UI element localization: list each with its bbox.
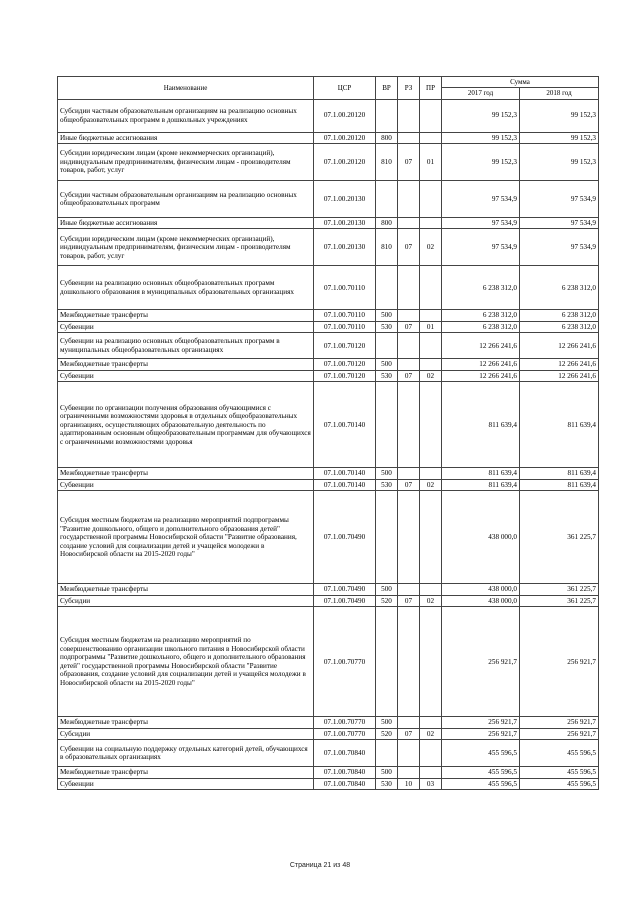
table-row	[58, 778, 599, 789]
cell-pr	[420, 132, 442, 143]
cell-sum-2017: 455 596,5	[442, 778, 520, 789]
cell-name: Иные бюджетные ассигнования	[58, 217, 314, 228]
header-year-2018: 2018 год	[520, 88, 599, 99]
cell-sum-2018: 99 152,3	[520, 143, 599, 180]
cell-name: Субсидия местным бюджетам на реализацию мероприятий подпрограммы "Развитие дошкольного, общего и дополнительного образования детей" государственной программы Новосибирской области "Развитие образования, создание условий для социализации детей и учащейся молодежи в Новосибирской области на 2015-2020 годы"	[58, 491, 314, 584]
cell-sum-2017: 6 238 312,0	[442, 321, 520, 332]
table-row	[58, 767, 599, 778]
cell-vr	[376, 99, 398, 132]
table-row	[58, 468, 599, 479]
cell-sum-2017: 12 266 241,6	[442, 333, 520, 359]
cell-rz: 07	[398, 321, 420, 332]
table-row	[58, 595, 599, 606]
cell-vr: 520	[376, 595, 398, 606]
cell-sum-2018: 97 534,9	[520, 229, 599, 266]
cell-rz	[398, 333, 420, 359]
cell-vr	[376, 740, 398, 767]
cell-rz	[398, 180, 420, 217]
cell-pr	[420, 584, 442, 595]
cell-sum-2017: 97 534,9	[442, 229, 520, 266]
cell-pr: 01	[420, 321, 442, 332]
cell-pr	[420, 359, 442, 370]
cell-vr	[376, 180, 398, 217]
table-row	[58, 584, 599, 595]
cell-name: Субсидии юридическим лицам (кроме некоммерческих организаций), индивидуальным предпринимателям, физическим лицам - производителям товаров, работ, услуг	[58, 143, 314, 180]
cell-pr	[420, 468, 442, 479]
cell-rz	[398, 767, 420, 778]
cell-pr: 02	[420, 595, 442, 606]
cell-csr: 07.1.00.70770	[314, 717, 376, 728]
cell-sum-2017: 97 534,9	[442, 217, 520, 228]
cell-csr: 07.1.00.20120	[314, 143, 376, 180]
cell-sum-2017: 256 921,7	[442, 607, 520, 717]
cell-name: Иные бюджетные ассигнования	[58, 132, 314, 143]
cell-rz: 07	[398, 479, 420, 490]
cell-name: Субвенции на социальную поддержку отдельных категорий детей, обучающихся в образовательных организациях	[58, 740, 314, 767]
cell-csr: 07.1.00.70140	[314, 382, 376, 468]
cell-sum-2018: 99 152,3	[520, 132, 599, 143]
cell-rz	[398, 132, 420, 143]
cell-rz	[398, 491, 420, 584]
cell-csr: 07.1.00.70490	[314, 491, 376, 584]
cell-pr	[420, 180, 442, 217]
cell-sum-2018: 97 534,9	[520, 217, 599, 228]
cell-csr: 07.1.00.70110	[314, 310, 376, 321]
cell-name: Межбюджетные трансферты	[58, 310, 314, 321]
cell-csr: 07.1.00.20120	[314, 99, 376, 132]
cell-sum-2018: 6 238 312,0	[520, 321, 599, 332]
cell-csr: 07.1.00.70770	[314, 607, 376, 717]
cell-sum-2017: 811 639,4	[442, 468, 520, 479]
cell-pr	[420, 333, 442, 359]
cell-sum-2018: 361 225,7	[520, 595, 599, 606]
table-body	[58, 99, 599, 790]
cell-name: Субвенции	[58, 778, 314, 789]
cell-sum-2018: 811 639,4	[520, 468, 599, 479]
cell-sum-2017: 99 152,3	[442, 132, 520, 143]
cell-pr: 02	[420, 728, 442, 739]
header-sum: Сумма	[442, 77, 599, 88]
table-row	[58, 359, 599, 370]
cell-sum-2018: 455 596,5	[520, 767, 599, 778]
cell-pr	[420, 266, 442, 310]
cell-sum-2018: 256 921,7	[520, 607, 599, 717]
cell-pr	[420, 382, 442, 468]
cell-vr: 530	[376, 778, 398, 789]
cell-pr	[420, 310, 442, 321]
cell-vr: 520	[376, 728, 398, 739]
cell-csr: 07.1.00.70490	[314, 584, 376, 595]
cell-rz	[398, 607, 420, 717]
cell-name: Межбюджетные трансферты	[58, 767, 314, 778]
cell-name: Субвенции на реализацию основных общеобразовательных программ дошкольного образования в муниципальных образовательных организациях	[58, 266, 314, 310]
cell-name: Межбюджетные трансферты	[58, 359, 314, 370]
cell-vr: 500	[376, 359, 398, 370]
cell-sum-2017: 455 596,5	[442, 767, 520, 778]
cell-rz: 07	[398, 728, 420, 739]
cell-rz	[398, 310, 420, 321]
cell-name: Межбюджетные трансферты	[58, 584, 314, 595]
cell-sum-2017: 256 921,7	[442, 717, 520, 728]
cell-pr	[420, 491, 442, 584]
budget-table	[57, 76, 599, 790]
cell-rz	[398, 217, 420, 228]
table-row	[58, 310, 599, 321]
cell-csr: 07.1.00.70120	[314, 370, 376, 381]
cell-name: Межбюджетные трансферты	[58, 468, 314, 479]
cell-rz	[398, 584, 420, 595]
cell-pr	[420, 740, 442, 767]
cell-vr: 530	[376, 370, 398, 381]
cell-pr: 02	[420, 370, 442, 381]
cell-name: Субсидии	[58, 728, 314, 739]
cell-vr: 530	[376, 479, 398, 490]
cell-name: Субвенции	[58, 479, 314, 490]
cell-name: Субсидии частным образовательным организациям на реализацию основных общеобразовательных программ в дошкольных учреждениях	[58, 99, 314, 132]
cell-csr: 07.1.00.70770	[314, 728, 376, 739]
table-row	[58, 132, 599, 143]
cell-sum-2018: 12 266 241,6	[520, 333, 599, 359]
table-row-heading	[58, 333, 599, 359]
cell-rz	[398, 99, 420, 132]
cell-sum-2017: 811 639,4	[442, 479, 520, 490]
cell-csr: 07.1.00.70120	[314, 333, 376, 359]
cell-vr	[376, 333, 398, 359]
cell-vr	[376, 266, 398, 310]
cell-vr: 810	[376, 143, 398, 180]
cell-vr: 500	[376, 310, 398, 321]
cell-sum-2017: 256 921,7	[442, 728, 520, 739]
cell-sum-2018: 6 238 312,0	[520, 310, 599, 321]
table-row-heading	[58, 740, 599, 767]
cell-vr	[376, 382, 398, 468]
table-row	[58, 321, 599, 332]
cell-vr: 800	[376, 132, 398, 143]
cell-csr: 07.1.00.20130	[314, 180, 376, 217]
cell-name: Субсидия местным бюджетам на реализацию мероприятий по совершенствованию организации школьного питания в Новосибирской области подпрограммы "Развитие дошкольного, общего и дополнительного образования детей" государственной программы Новосибирской области "Развитие образования, создание условий для социализации детей и учащейся молодежи в Новосибирской области на 2015-2020 годы"	[58, 607, 314, 717]
table-row	[58, 229, 599, 266]
cell-sum-2018: 99 152,3	[520, 99, 599, 132]
cell-csr: 07.1.00.20130	[314, 229, 376, 266]
table-row	[58, 479, 599, 490]
cell-csr: 07.1.00.70490	[314, 595, 376, 606]
cell-pr: 02	[420, 479, 442, 490]
cell-csr: 07.1.00.70110	[314, 266, 376, 310]
cell-vr: 800	[376, 217, 398, 228]
cell-csr: 07.1.00.20120	[314, 132, 376, 143]
header-rz: РЗ	[398, 77, 420, 100]
cell-pr	[420, 607, 442, 717]
cell-sum-2018: 361 225,7	[520, 584, 599, 595]
cell-sum-2018: 455 596,5	[520, 740, 599, 767]
cell-sum-2018: 6 238 312,0	[520, 266, 599, 310]
cell-pr: 02	[420, 229, 442, 266]
table-row-heading	[58, 382, 599, 468]
cell-csr: 07.1.00.70140	[314, 479, 376, 490]
cell-rz	[398, 468, 420, 479]
table-row	[58, 370, 599, 381]
table-row	[58, 728, 599, 739]
cell-rz: 07	[398, 229, 420, 266]
header-csr: ЦСР	[314, 77, 376, 100]
cell-sum-2018: 811 639,4	[520, 479, 599, 490]
cell-sum-2017: 12 266 241,6	[442, 370, 520, 381]
cell-vr: 530	[376, 321, 398, 332]
cell-pr: 03	[420, 778, 442, 789]
cell-vr: 500	[376, 584, 398, 595]
table-row	[58, 143, 599, 180]
cell-csr: 07.1.00.70140	[314, 468, 376, 479]
cell-pr	[420, 717, 442, 728]
cell-sum-2017: 99 152,3	[442, 143, 520, 180]
cell-vr: 500	[376, 767, 398, 778]
header-vr: ВР	[376, 77, 398, 100]
table-row	[58, 717, 599, 728]
cell-sum-2017: 12 266 241,6	[442, 359, 520, 370]
cell-vr	[376, 607, 398, 717]
cell-vr: 500	[376, 717, 398, 728]
cell-csr: 07.1.00.70840	[314, 767, 376, 778]
cell-name: Межбюджетные трансферты	[58, 717, 314, 728]
table-row-heading	[58, 491, 599, 584]
cell-name: Субсидии	[58, 595, 314, 606]
page-number: Страница 21 из 48	[289, 862, 351, 869]
cell-csr: 07.1.00.20130	[314, 217, 376, 228]
cell-sum-2017: 6 238 312,0	[442, 266, 520, 310]
header-year-2017: 2017 год	[442, 88, 520, 99]
table-row-heading	[58, 99, 599, 132]
cell-sum-2017: 455 596,5	[442, 740, 520, 767]
cell-rz: 07	[398, 595, 420, 606]
cell-sum-2018: 97 534,9	[520, 180, 599, 217]
cell-pr: 01	[420, 143, 442, 180]
cell-name: Субсидии частным образовательным организациям на реализацию основных общеобразовательных программ	[58, 180, 314, 217]
cell-rz: 10	[398, 778, 420, 789]
cell-sum-2017: 6 238 312,0	[442, 310, 520, 321]
cell-csr: 07.1.00.70840	[314, 778, 376, 789]
cell-vr: 500	[376, 468, 398, 479]
cell-sum-2018: 455 596,5	[520, 778, 599, 789]
cell-rz	[398, 717, 420, 728]
cell-rz	[398, 359, 420, 370]
table-row	[58, 217, 599, 228]
table-row-heading	[58, 180, 599, 217]
cell-sum-2018: 811 639,4	[520, 382, 599, 468]
cell-pr	[420, 99, 442, 132]
cell-sum-2017: 438 000,0	[442, 595, 520, 606]
cell-vr: 810	[376, 229, 398, 266]
cell-vr	[376, 491, 398, 584]
cell-sum-2017: 438 000,0	[442, 491, 520, 584]
cell-name: Субвенции по организации получения образования обучающимися с ограниченными возможностями здоровья в отдельных общеобразовательных организациях, осуществляющих образовательную деятельность по адаптированным основным общеобразовательным программам для обучающихся с ограниченными возможностями здоровья	[58, 382, 314, 468]
cell-rz	[398, 382, 420, 468]
cell-rz	[398, 740, 420, 767]
cell-sum-2018: 361 225,7	[520, 491, 599, 584]
cell-sum-2017: 99 152,3	[442, 99, 520, 132]
cell-name: Субвенции	[58, 321, 314, 332]
cell-pr	[420, 217, 442, 228]
cell-name: Субвенции	[58, 370, 314, 381]
cell-sum-2017: 438 000,0	[442, 584, 520, 595]
cell-sum-2017: 811 639,4	[442, 382, 520, 468]
cell-rz: 07	[398, 370, 420, 381]
cell-sum-2018: 12 266 241,6	[520, 370, 599, 381]
cell-rz: 07	[398, 143, 420, 180]
cell-sum-2018: 256 921,7	[520, 728, 599, 739]
table-row-heading	[58, 266, 599, 310]
cell-name: Субсидии юридическим лицам (кроме некоммерческих организаций), индивидуальным предпринимателям, физическим лицам - производителям товаров, работ, услуг	[58, 229, 314, 266]
cell-sum-2017: 97 534,9	[442, 180, 520, 217]
table-row-heading	[58, 607, 599, 717]
cell-csr: 07.1.00.70110	[314, 321, 376, 332]
cell-csr: 07.1.00.70120	[314, 359, 376, 370]
header-name: Наименование	[58, 77, 314, 100]
header-pr: ПР	[420, 77, 442, 100]
cell-pr	[420, 767, 442, 778]
cell-csr: 07.1.00.70840	[314, 740, 376, 767]
cell-sum-2018: 256 921,7	[520, 717, 599, 728]
cell-rz	[398, 266, 420, 310]
cell-name: Субвенции на реализацию основных общеобразовательных программ в муниципальных общеобразовательных организациях	[58, 333, 314, 359]
cell-sum-2018: 12 266 241,6	[520, 359, 599, 370]
